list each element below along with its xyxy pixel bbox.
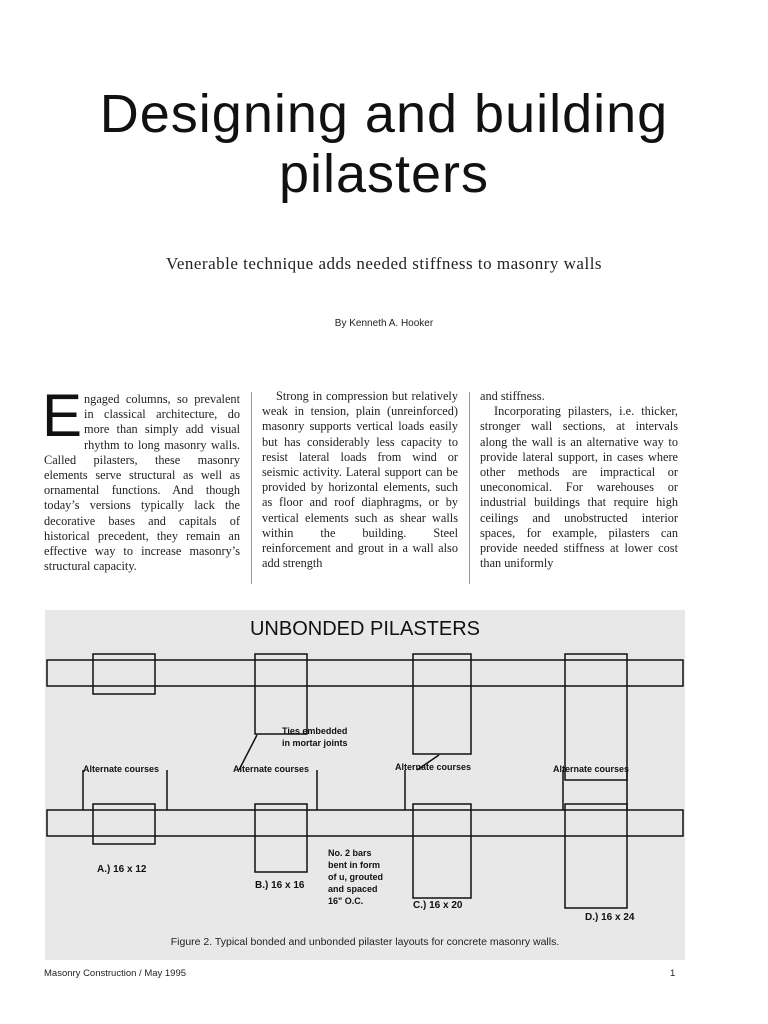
column-3-text-a: and stiffness. [480, 389, 545, 403]
figure-caption: Figure 2. Typical bonded and unbonded pilaster layouts for concrete masonry walls. [170, 936, 560, 948]
pilaster-b-bottom [255, 804, 307, 872]
pilaster-d-bottom [565, 804, 627, 908]
body-column-2 [262, 389, 458, 571]
body-column-3 [480, 389, 678, 571]
page-number: 1 [670, 968, 676, 979]
label-bars-4: and spaced [328, 884, 378, 894]
label-alt-2: Alternate courses [233, 764, 310, 774]
label-alt-4: Alternate courses [553, 764, 630, 774]
column-3-text-b: Incorporating pilasters, i.e. thicker, stronger wall sections, at intervals along the wall is an alternative way to provide lateral support, in cases where other methods are impractical or uneconomical. For warehouses or industrial buildings that require high ceilings and unobstructed interior spaces, for example, pilasters can provide needed stiffness at lower cost than uniformly [480, 404, 678, 571]
figure-title: UNBONDED PILASTERS [249, 618, 481, 640]
wall-top [47, 660, 683, 686]
pilaster-diagram [45, 610, 685, 930]
label-ties: Ties embedded [282, 726, 348, 736]
label-alt-1: Alternate courses [83, 764, 160, 774]
byline: By Kenneth A. Hooker [334, 318, 434, 329]
footer-publication: Masonry Construction / May 1995 [44, 968, 187, 979]
label-a: A.) 16 x 12 [97, 864, 147, 875]
label-d: D.) 16 x 24 [585, 912, 635, 923]
label-bars-5: 16" O.C. [328, 896, 364, 906]
article-title [30, 84, 738, 204]
diagram-labels [83, 726, 635, 923]
article-subtitle: Venerable technique adds needed stiffness to masonry walls [165, 254, 603, 273]
label-c: C.) 16 x 20 [413, 900, 463, 911]
column-2-text: Strong in compression but relatively weak in tension, plain (unreinforced) masonry supports vertical loads easily but has considerably less capacity to resist lateral loads from wind or seismic activity. Lateral support can be provided by horizontal elements, such as floor and roof diaphragms, or by vertical elements such as shear walls within the building. Steel reinforcement and grout in a wall also add strength [262, 389, 458, 571]
figure-2 [45, 610, 685, 960]
label-bars-3: of u, grouted [328, 872, 383, 882]
body-column-1 [42, 382, 240, 574]
pilaster-c-bottom [413, 804, 471, 898]
pilaster-d-top [565, 654, 627, 780]
label-bars-1: No. 2 bars [328, 848, 372, 858]
label-alt-3: Alternate courses [395, 762, 472, 772]
column-divider [469, 392, 470, 584]
pilaster-c-top [413, 654, 471, 754]
title-line-1: Designing and building [99, 84, 669, 144]
column-1-text: ngaged columns, so prevalent in classical architecture, do more than simply add visual rhythm to long masonry walls. Called pilasters, these masonry elements serve structural as well as ornamental functions. And though today’s versions typically lack the decorative bases and capitals of historical precedent, they remain an effective way to increase masonry’s structural capacity. [44, 392, 240, 574]
label-b: B.) 16 x 16 [255, 880, 305, 891]
pilaster-b-top [255, 654, 307, 734]
drop-cap: E [42, 382, 83, 449]
label-ties-2: in mortar joints [282, 738, 348, 748]
title-line-2: pilasters [278, 144, 490, 204]
label-bars-2: bent in form [328, 860, 380, 870]
column-divider [251, 392, 252, 584]
wall-bottom [47, 810, 683, 836]
